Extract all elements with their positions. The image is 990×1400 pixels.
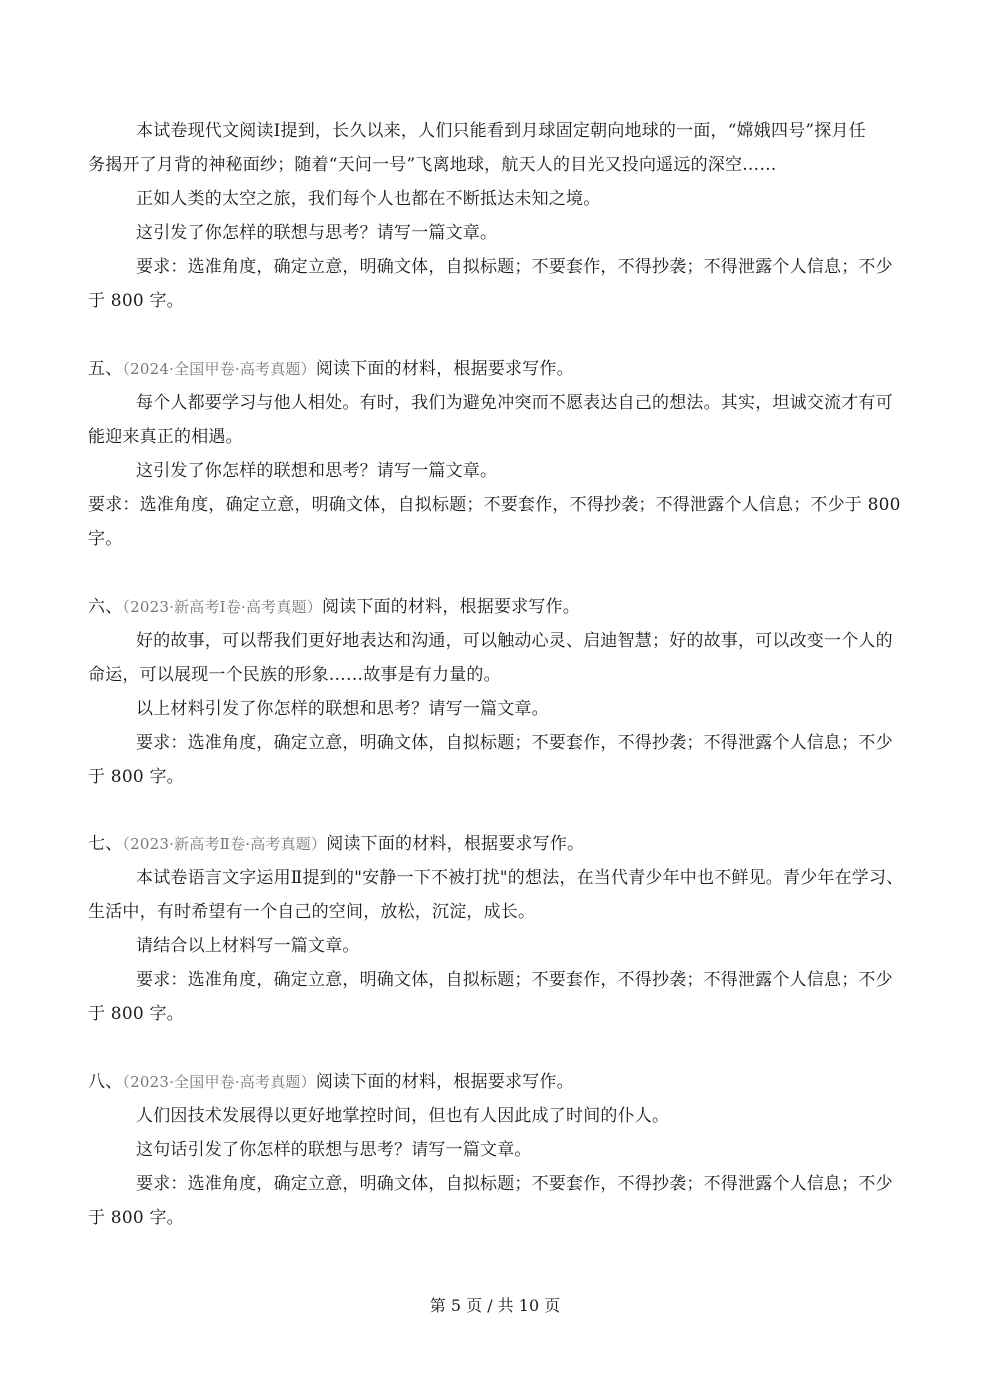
requirement-line: 要求：选准角度，确定立意，明确文体，自拟标题；不要套作，不得抄袭；不得泄露个人信息；不少 [136, 733, 893, 753]
question-instruction: 阅读下面的材料，根据要求写作。 [315, 1072, 574, 1092]
question-instruction: 阅读下面的材料，根据要求写作。 [315, 359, 574, 379]
question-title [88, 595, 580, 619]
paragraph-line: 务揭开了月背的神秘面纱；随着“天问一号”飞离地球，航天人的目光又投向遥远的深空…… [88, 155, 777, 175]
paragraph-line: 人们因技术发展得以更好地掌控时间，但也有人因此成了时间的仆人。 [136, 1106, 670, 1126]
question-title [88, 357, 574, 381]
requirement-line: 于 800 字。 [88, 291, 184, 311]
question-source: （2023·新高考Ⅱ卷·高考真题） [122, 835, 327, 853]
paragraph-line: 能迎来真正的相遇。 [88, 427, 243, 447]
paragraph-line: 这引发了你怎样的联想与思考？请写一篇文章。 [136, 223, 498, 243]
requirement-line: 要求：选准角度，确定立意，明确文体，自拟标题；不要套作，不得抄袭；不得泄露个人信息；不少 [136, 257, 893, 277]
requirement-line: 要求：选准角度，确定立意，明确文体，自拟标题；不要套作，不得抄袭；不得泄露个人信息；不少 [136, 1174, 893, 1194]
requirement-line: 要求：选准角度，确定立意，明确文体，自拟标题；不要套作，不得抄袭；不得泄露个人信息；不少 [136, 970, 893, 990]
question-number: 五、 [88, 359, 123, 379]
paragraph-line: 以上材料引发了你怎样的联想和思考？请写一篇文章。 [136, 699, 549, 719]
requirement-line: 于 800 字。 [88, 767, 184, 787]
paragraph-line: 正如人类的太空之旅，我们每个人也都在不断抵达未知之境。 [136, 189, 601, 209]
paragraph-line: 每个人都要学习与他人相处。有时，我们为避免冲突而不愿表达自己的想法。其实，坦诚交流才有可 [136, 393, 893, 413]
question-title [88, 1070, 574, 1094]
requirement-line: 于 800 字。 [88, 1004, 184, 1024]
paragraph-line: 本试卷语言文字运用Ⅱ提到的"安静一下不被打扰"的想法，在当代青少年中也不鲜见。青少年在学习、 [136, 868, 904, 888]
question-source: （2023·全国甲卷·高考真题） [122, 1073, 316, 1091]
question-number: 七、 [88, 834, 123, 854]
paragraph-line: 命运，可以展现一个民族的形象……故事是有力量的。 [88, 665, 501, 685]
question-number: 八、 [88, 1072, 123, 1092]
requirement-line: 字。 [88, 529, 123, 549]
paragraph-line: 本试卷现代文阅读Ⅰ提到，长久以来，人们只能看到月球固定朝向地球的一面，“嫦娥四号”探月任 [136, 121, 866, 141]
question-title [88, 832, 584, 856]
paragraph-line: 请结合以上材料写一篇文章。 [136, 936, 360, 956]
requirement-line: 于 800 字。 [88, 1208, 184, 1228]
paragraph-line: 这引发了你怎样的联想和思考？请写一篇文章。 [136, 461, 498, 481]
paragraph-line: 这句话引发了你怎样的联想与思考？请写一篇文章。 [136, 1140, 532, 1160]
paragraph-line: 好的故事，可以帮我们更好地表达和沟通，可以触动心灵、启迪智慧；好的故事，可以改变一个人的 [136, 631, 893, 651]
question-source: （2023·新高考Ⅰ卷·高考真题） [122, 598, 322, 616]
paragraph-line: 生活中，有时希望有一个自己的空间，放松，沉淀，成长。 [88, 902, 536, 922]
question-source: （2024·全国甲卷·高考真题） [122, 360, 316, 378]
requirement-line: 要求：选准角度，确定立意，明确文体，自拟标题；不要套作，不得抄袭；不得泄露个人信息；不少于 800 [88, 495, 901, 515]
question-instruction: 阅读下面的材料，根据要求写作。 [321, 597, 580, 617]
question-number: 六、 [88, 597, 123, 617]
page-footer: 第 5 页 / 共 10 页 [429, 1296, 561, 1315]
question-instruction: 阅读下面的材料，根据要求写作。 [326, 834, 585, 854]
